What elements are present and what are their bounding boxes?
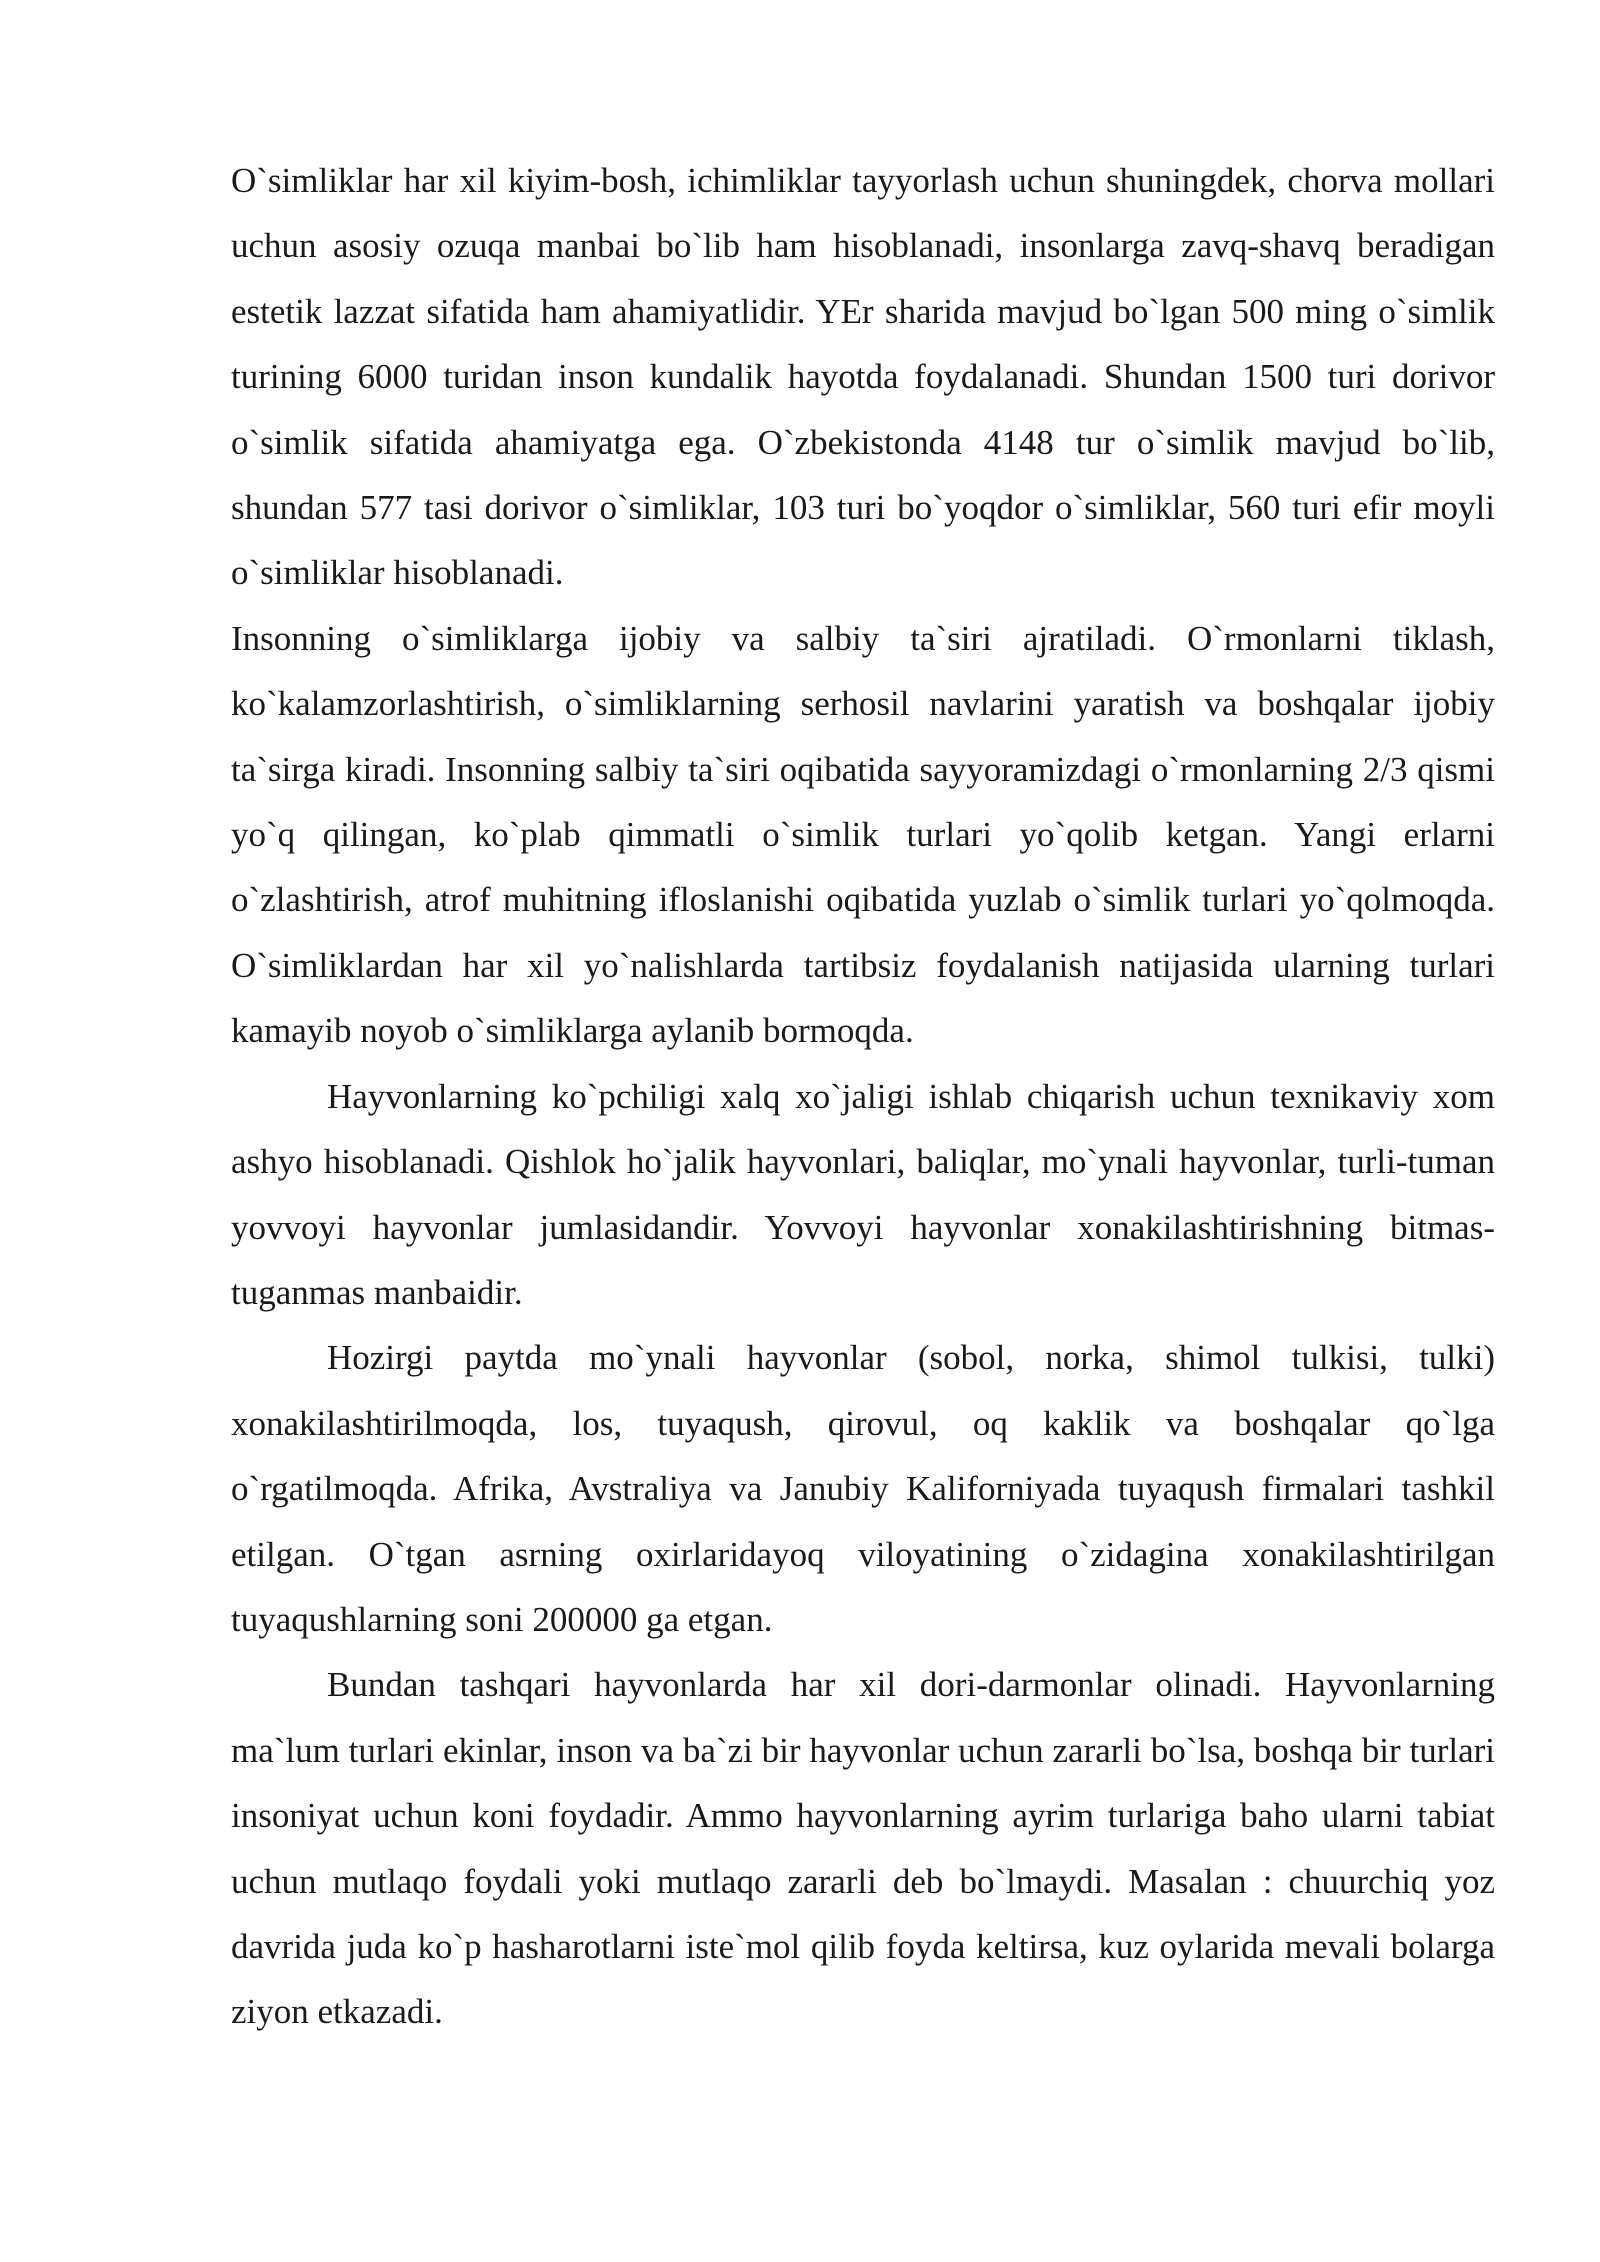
- paragraph-animals-medicines: Bundan tashqari hayvonlarda har xil dori-darmonlar olinadi. Hayvonlarning ma`lum turlari ekinlar, inson va ba`zi bir hayvonlar uchun zararli bo`lsa, boshqa bir turlari insoniyat uchun koni foydadir. Ammo hayvonlarning ayrim turlariga baho ularni tabiat uchun mutlaqo foydali yoki mutlaqo zararli deb bo`lmaydi. Masalan : chuurchiq yoz davrida juda ko`p hasharotlarni iste`mol qilib foyda keltirsa, kuz oylarida mevali bolarga ziyon etkazadi.: [231, 1665, 1495, 2032]
- paragraph-animals-raw-materials: Hayvonlarning ko`pchiligi xalq xo`jaligi ishlab chiqarish uchun texnikaviy xom ashyo hisoblanadi. Qishlok ho`jalik hayvonlari, baliqlar, mo`ynali hayvonlar, turli-tuman yovvoyi hayvonlar jumlasidandir. Yovvoyi hayvonlar xonakilashtirishning bitmas-tuganmas manbaidir.: [231, 1076, 1495, 1312]
- paragraph-human-impact-plants: Insonning o`simliklarga ijobiy va salbiy ta`siri ajratiladi. O`rmonlarni tiklash, ko`kalamzorlashtirish, o`simliklarning serhosil navlarini yaratish va boshqalar ijobiy ta`sirga kiradi. Insonning salbiy ta`siri oqibatida sayyoramizdagi o`rmonlarning 2/3 qismi yo`q qilingan, ko`plab qimmatli o`simlik turlari yo`qolib ketgan. Yangi erlarni o`zlashtirish, atrof muhitning ifloslanishi oqibatida yuzlab o`simlik turlari yo`qolmoqda. O`simliklardan har xil yo`nalishlarda tartibsiz foydalanish natijasida ularning turlari kamayib noyob o`simliklarga aylanib bormoqda.: [231, 618, 1495, 1051]
- paragraph-fur-animals-domestication: Hozirgi paytda mo`ynali hayvonlar (sobol, norka, shimol tulkisi, tulki) xonakilashtirilmoqda, los, tuyaqush, qirovul, oq kaklik va boshqalar qo`lga o`rgatilmoqda. Afrika, Avstraliya va Janubiy Kaliforniyada tuyaqush firmalari tashkil etilgan. O`tgan asrning oxirlaridayoq viloyatining o`zidagina xonakilashtirilgan tuyaqushlarning soni 200000 ga etgan.: [231, 1338, 1495, 1639]
- document-body: [231, 148, 1495, 2045]
- paragraph-plants-uses: O`simliklar har xil kiyim-bosh, ichimliklar tayyorlash uchun shuningdek, chorva mollari uchun asosiy ozuqa manbai bo`lib ham hisoblanadi, insonlarga zavq-shavq beradigan estetik lazzat sifatida ham ahamiyatlidir. YEr sharida mavjud bo`lgan 500 ming o`simlik turining 6000 turidan inson kundalik hayotda foydalanadi. Shundan 1500 turi dorivor o`simlik sifatida ahamiyatga ega. O`zbekistonda 4148 tur o`simlik mavjud bo`lib, shundan 577 tasi dorivor o`simliklar, 103 turi bo`yoqdor o`simliklar, 560 turi efir moyli o`simliklar hisoblanadi.: [231, 161, 1495, 593]
